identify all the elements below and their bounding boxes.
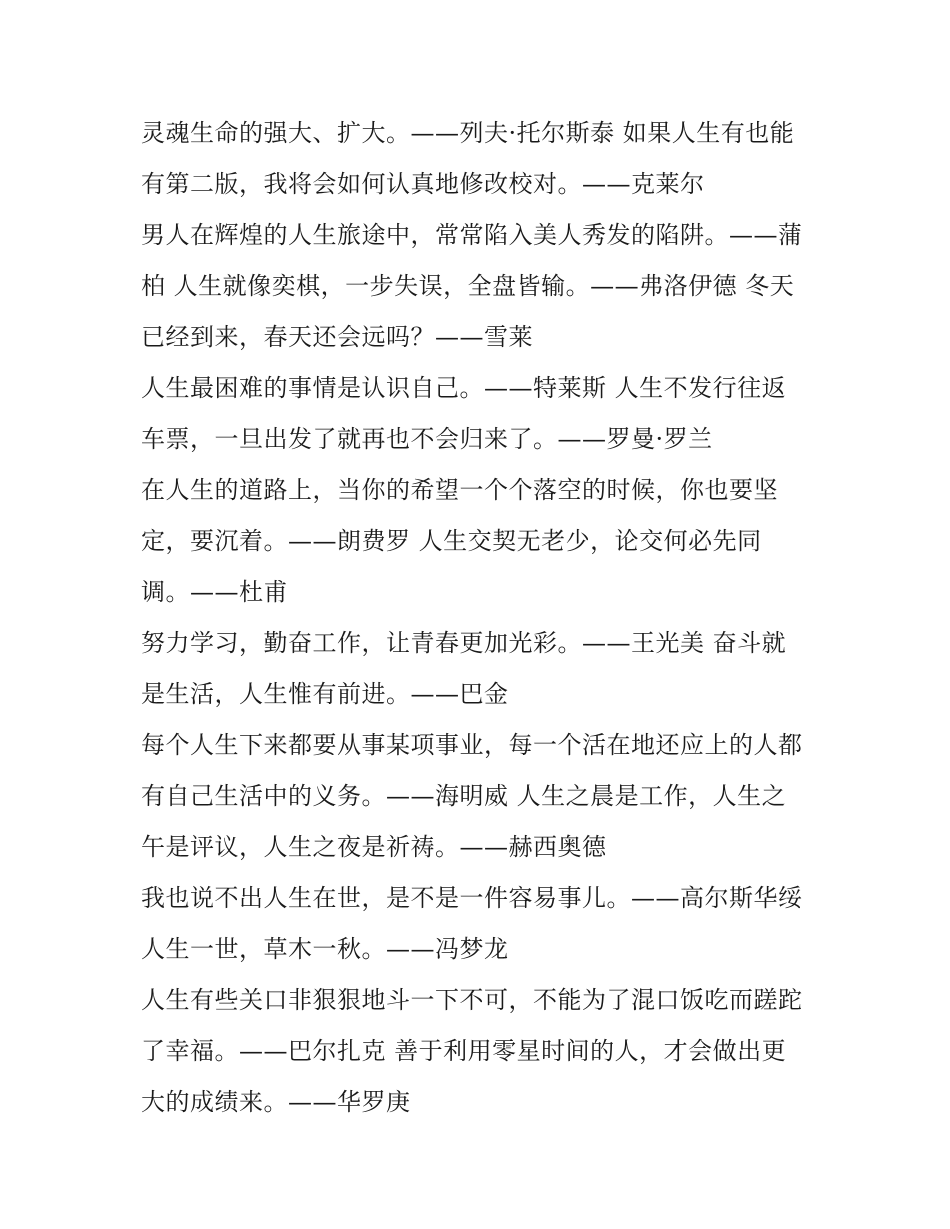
text-line: 了幸福。——巴尔扎克 善于利用零星时间的人，才会做出更 (141, 1037, 787, 1065)
text-line: 车票，一旦出发了就再也不会归来了。——罗曼·罗兰 (141, 425, 713, 453)
text-line: 人生有些关口非狠狠地斗一下不可，不能为了混口饭吃而蹉跎 (141, 986, 803, 1014)
text-line: 有第二版，我将会如何认真地修改校对。——克莱尔 (141, 170, 705, 198)
text-line: 午是评议，人生之夜是祈祷。——赫西奥德 (141, 833, 607, 861)
text-line: 人生最困难的事情是认识自己。——特莱斯 人生不发行往返 (141, 374, 787, 402)
text-line: 是生活，人生惟有前进。——巴金 (141, 680, 509, 708)
text-line: 我也说不出人生在世，是不是一件容易事儿。——高尔斯华绥 (141, 884, 803, 912)
text-line: 人生一世，草木一秋。——冯梦龙 (141, 935, 509, 963)
text-line: 努力学习，勤奋工作，让青春更加光彩。——王光美 奋斗就 (141, 629, 787, 657)
text-line: 已经到来，春天还会远吗？——雪莱 (141, 323, 533, 351)
text-line: 有自己生活中的义务。——海明威 人生之晨是工作，人生之 (141, 782, 787, 810)
text-line: 每个人生下来都要从事某项事业，每一个活在地还应上的人都 (141, 731, 803, 759)
text-line: 灵魂生命的强大、扩大。——列夫·托尔斯泰 如果人生有也能 (141, 119, 795, 147)
text-line: 柏 人生就像奕棋，一步失误，全盘皆输。——弗洛伊德 冬天 (141, 272, 795, 300)
text-line: 大的成绩来。——华罗庚 (141, 1088, 411, 1116)
text-line: 调。——杜甫 (141, 578, 288, 606)
document-body (141, 108, 821, 1128)
text-line: 定，要沉着。——朗费罗 人生交契无老少，论交何必先同 (141, 527, 762, 555)
text-line: 在人生的道路上，当你的希望一个个落空的时候，你也要坚 (141, 476, 778, 504)
text-line: 男人在辉煌的人生旅途中，常常陷入美人秀发的陷阱。——蒲 (141, 221, 803, 249)
